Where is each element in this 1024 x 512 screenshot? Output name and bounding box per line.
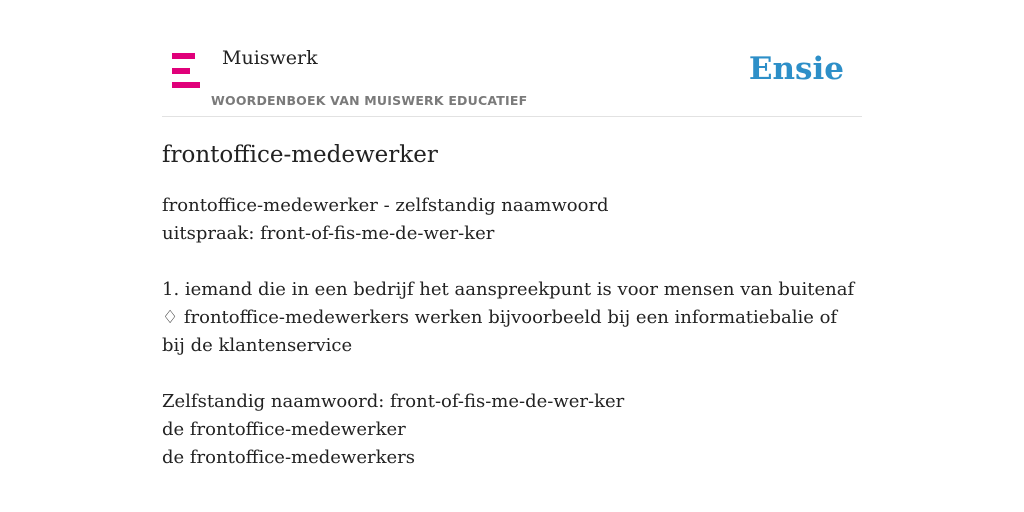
pronunciation-line: uitspraak: front-of-fis-me-de-wer-ker [162,223,495,244]
grammar-line: Zelfstandig naamwoord: front-of-fis-me-de-wer-ker [162,391,625,412]
page-container [162,0,862,512]
plural-form: de frontoffice-medewerkers [162,447,415,468]
spacer [162,248,862,276]
part-of-speech-line: frontoffice-medewerker - zelfstandig naamwoord [162,195,609,216]
entry-body [162,192,862,472]
muiswerk-logo-icon [172,53,200,89]
spacer [162,360,862,388]
source-subtitle: WOORDENBOEK VAN MUISWERK EDUCATIEF [211,93,528,108]
source-header [162,0,862,117]
example-line: ♢ frontoffice-medewerkers werken bijvoorbeeld bij een informatiebalie of bij de klantenservice [162,307,838,356]
ensie-logo[interactable]: Ensie [748,51,844,87]
source-name[interactable]: Muiswerk [222,47,318,69]
definition-line: 1. iemand die in een bedrijf het aanspreekpunt is voor mensen van buitenaf [162,279,855,300]
entry-headword: frontoffice-medewerker [162,142,438,168]
singular-form: de frontoffice-medewerker [162,419,406,440]
